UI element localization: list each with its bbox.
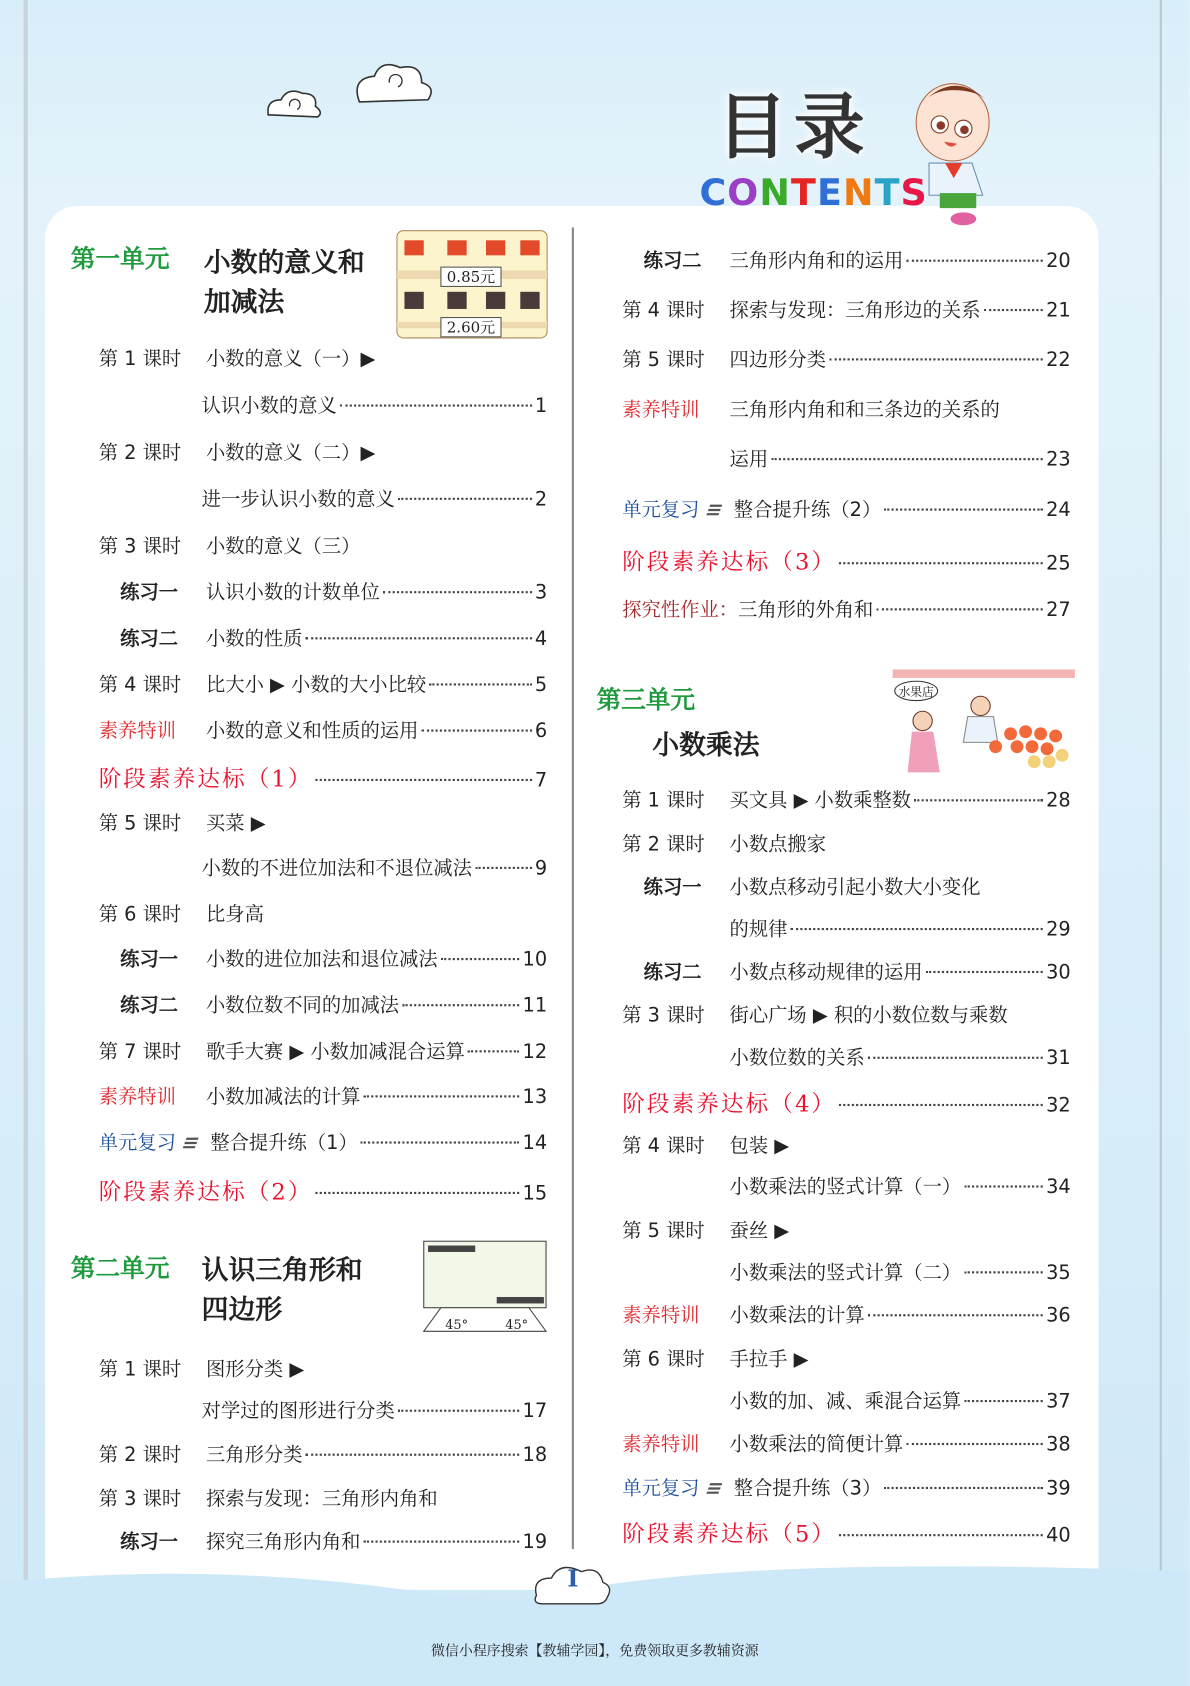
toc-entry[interactable] xyxy=(730,444,1071,476)
toc-entry-title: 比身高 xyxy=(205,903,264,926)
toc-entry[interactable] xyxy=(730,1043,1071,1075)
cloud-decoration-icon xyxy=(263,59,445,123)
toc-entry-title: 包装 ▶ xyxy=(729,1135,790,1158)
toc-entry-label: 单元复习 xyxy=(622,498,700,522)
toc-entry[interactable] xyxy=(120,1527,547,1559)
dot-leader xyxy=(964,1185,1042,1187)
price-label: 0.85元 xyxy=(446,268,496,287)
toc-entry-label: 第 1 课时 xyxy=(98,347,182,371)
toc-entry-title: 小数的不进位加法和不退位减法 xyxy=(201,857,473,880)
dot-leader xyxy=(398,498,532,500)
dot-leader xyxy=(340,404,532,406)
toc-entry[interactable] xyxy=(622,1131,789,1163)
subtitle-letter: E xyxy=(816,171,843,215)
dot-leader xyxy=(771,458,1043,460)
dot-leader xyxy=(884,1487,1042,1489)
toc-entry-title: 小数的进位加法和退位减法 xyxy=(205,948,438,971)
toc-entry[interactable] xyxy=(622,829,826,861)
toc-entry-title: 小数的性质 xyxy=(205,627,303,651)
dot-leader xyxy=(914,799,1043,801)
dot-leader xyxy=(422,730,532,732)
dot-leader xyxy=(364,1095,520,1097)
toc-entry-label: 单元复习 xyxy=(98,1131,176,1155)
toc-entry[interactable] xyxy=(622,1000,1007,1032)
dot-leader xyxy=(475,867,531,869)
toc-entry-title: 小数点搬家 xyxy=(729,833,827,857)
toc-entry-page: 3 xyxy=(534,581,548,604)
toc-entry[interactable] xyxy=(622,1429,1070,1461)
dot-leader xyxy=(926,971,1043,973)
toc-entry-label: 阶段素养达标（2） xyxy=(98,1179,313,1205)
toc-entry[interactable] xyxy=(730,914,1071,946)
toc-entry[interactable] xyxy=(99,1176,547,1208)
dot-leader xyxy=(361,1141,519,1143)
page-title: 目录 xyxy=(716,85,872,169)
dot-leader xyxy=(316,1192,520,1194)
page-edge xyxy=(24,0,28,1686)
toc-entry[interactable] xyxy=(730,1171,1071,1203)
toc-entry[interactable] xyxy=(120,990,547,1022)
unit-3-tag: 第三单元 xyxy=(596,686,696,715)
toc-entry-page: 6 xyxy=(534,719,548,743)
toc-entry-page: 15 xyxy=(522,1182,548,1205)
toc-entry-title: 探索与发现：三角形内角和 xyxy=(205,1487,438,1511)
toc-entry[interactable] xyxy=(99,716,547,748)
toc-entry[interactable] xyxy=(622,1344,808,1376)
toc-entry-title: 小数的意义（二）▶ xyxy=(205,441,376,465)
toc-entry-page: 38 xyxy=(1046,1433,1071,1456)
dot-leader xyxy=(876,608,1042,610)
toc-entry-title: 图形分类 ▶ xyxy=(205,1358,305,1381)
toc-entry-label: 第 5 课时 xyxy=(98,812,182,835)
toc-entry-title: 整合提升练（3） xyxy=(733,1477,882,1500)
toc-entry[interactable] xyxy=(730,1386,1071,1418)
toc-entry[interactable] xyxy=(99,808,266,840)
toc-entry[interactable] xyxy=(202,390,547,422)
toc-entry-label: 第 2 课时 xyxy=(98,441,182,465)
page-number: I xyxy=(567,1565,579,1594)
toc-entry-title: 小数位数的关系 xyxy=(729,1047,865,1070)
toc-entry-title: 三角形的外角和 xyxy=(738,598,874,622)
toc-entry-label: 练习二 xyxy=(120,627,179,651)
column-divider xyxy=(572,227,574,1549)
toc-entry-page: 4 xyxy=(534,627,548,651)
fruit-shop-illustration xyxy=(893,669,1075,774)
dot-leader xyxy=(791,928,1043,930)
toc-entry-page: 25 xyxy=(1046,552,1071,576)
toc-entry-title: 小数的意义（三） xyxy=(205,535,361,558)
toc-entry-title: 蚕丝 ▶ xyxy=(729,1219,790,1243)
toc-entry-title: 的规律 xyxy=(729,918,788,941)
toc-entry[interactable] xyxy=(622,495,1070,527)
toc-entry-label: 第 6 课时 xyxy=(622,1348,705,1372)
dot-leader xyxy=(402,1004,519,1006)
review-arrow-icon: ≡ xyxy=(701,498,727,522)
toc-entry-page: 40 xyxy=(1046,1524,1071,1547)
toc-entry-label: 第 4 课时 xyxy=(622,299,705,322)
dot-leader xyxy=(364,1541,520,1543)
toc-entry-label: 练习一 xyxy=(120,948,179,971)
subtitle-letter: T xyxy=(874,171,901,215)
toc-entry-label: 第 2 课时 xyxy=(98,1443,182,1467)
toc-entry-page: 22 xyxy=(1046,348,1071,372)
toc-entry-label: 第 6 课时 xyxy=(98,903,182,926)
toc-entry[interactable] xyxy=(99,343,376,375)
toc-entry-page: 36 xyxy=(1046,1304,1071,1328)
toc-entry-title: 小数乘法的竖式计算（一） xyxy=(729,1175,962,1199)
toc-entry-label: 素养特训 xyxy=(98,1085,176,1109)
toc-entry-label: 练习一 xyxy=(643,876,702,900)
toc-entry-page: 10 xyxy=(522,948,548,971)
toc-entry-page: 1 xyxy=(534,394,548,418)
toc-entry[interactable] xyxy=(99,763,547,795)
toc-entry-page: 28 xyxy=(1046,789,1071,813)
toc-entry-page: 12 xyxy=(522,1040,548,1064)
toc-entry-page: 37 xyxy=(1046,1390,1071,1413)
toc-entry-label: 第 4 课时 xyxy=(622,1135,705,1158)
subtitle-letter: O xyxy=(727,171,760,215)
footer-promo-text: 微信小程序搜索【教辅学园】，免费领取更多教辅资源 xyxy=(430,1643,759,1660)
review-arrow-icon: ≡ xyxy=(178,1131,203,1155)
toc-entry-label: 探究性作业： xyxy=(622,598,739,622)
toc-entry-title: 四边形分类 xyxy=(729,348,827,372)
toc-entry-label: 素养特训 xyxy=(622,399,700,422)
toc-entry-page: 29 xyxy=(1046,918,1071,941)
toc-entry-label: 第 2 课时 xyxy=(622,833,705,857)
toc-entry-title: 三角形内角和的运用 xyxy=(729,249,904,273)
dot-leader xyxy=(829,358,1043,360)
toc-entry[interactable] xyxy=(622,1473,1070,1505)
subtitle-letter: N xyxy=(759,171,792,215)
toc-entry-page: 20 xyxy=(1046,249,1071,273)
toc-entry-page: 7 xyxy=(534,769,548,792)
unit-title-line: 加减法 xyxy=(203,286,285,318)
toc-entry-page: 5 xyxy=(534,673,548,697)
toc-entry-title: 买文具 ▶ 小数乘整数 xyxy=(729,789,912,813)
toc-entry-page: 39 xyxy=(1046,1477,1071,1500)
toc-entry[interactable] xyxy=(99,438,376,470)
unit-3-title xyxy=(652,725,759,765)
toc-entry-label: 素养特训 xyxy=(622,1304,700,1328)
toc-entry-title: 买菜 ▶ xyxy=(205,812,266,835)
dot-leader xyxy=(984,309,1043,311)
angle-label: 45° xyxy=(505,1318,529,1334)
toc-entry-page: 17 xyxy=(522,1400,548,1423)
subtitle-letter: N xyxy=(842,171,875,215)
toc-entry-title: 歌手大赛 ▶ 小数加减混合运算 xyxy=(205,1040,465,1064)
toc-entry-title: 整合提升练（2） xyxy=(733,498,882,522)
price-label: 2.60元 xyxy=(446,318,496,337)
price-shelf-illustration xyxy=(396,230,548,339)
dot-leader xyxy=(868,1314,1043,1316)
toc-entry[interactable] xyxy=(622,344,1070,376)
toc-entry-title: 小数的意义（一）▶ xyxy=(205,347,376,371)
unit-title-line: 小数的意义和 xyxy=(203,246,365,278)
dot-leader xyxy=(441,958,519,960)
toc-entry[interactable] xyxy=(622,1088,1070,1120)
dot-leader xyxy=(429,683,531,685)
toc-entry-title: 运用 xyxy=(729,448,769,471)
cartoon-boy-illustration xyxy=(897,77,1004,227)
toc-entry-label: 素养特训 xyxy=(622,1433,700,1456)
unit-1-tag: 第一单元 xyxy=(70,245,170,274)
toc-entry[interactable] xyxy=(99,669,547,701)
toc-entry-label: 阶段素养达标（1） xyxy=(98,765,313,792)
toc-entry-label: 第 3 课时 xyxy=(98,1487,182,1511)
dot-leader xyxy=(884,509,1042,511)
dot-leader xyxy=(316,779,532,781)
toc-entry[interactable] xyxy=(622,295,1070,327)
unit-1-title xyxy=(204,242,365,321)
unit-title-line: 小数乘法 xyxy=(652,729,760,761)
toc-entry-page: 21 xyxy=(1046,299,1071,322)
angle-label: 45° xyxy=(445,1318,469,1334)
toc-entry[interactable] xyxy=(99,1081,547,1113)
toc-entry-page: 24 xyxy=(1046,498,1071,522)
toc-entry-title: 街心广场 ▶ 积的小数位数与乘数 xyxy=(729,1004,1008,1027)
toc-entry-title: 比大小 ▶ 小数的大小比较 xyxy=(205,673,427,697)
toc-entry-label: 练习一 xyxy=(120,1530,179,1554)
set-square-illustration xyxy=(422,1239,551,1336)
toc-entry[interactable] xyxy=(622,395,1000,427)
toc-entry-label: 第 1 课时 xyxy=(622,789,705,813)
toc-entry[interactable] xyxy=(99,1036,547,1068)
toc-entry-label: 阶段素养达标（4） xyxy=(622,1091,837,1117)
toc-entry-label: 练习二 xyxy=(120,994,179,1018)
toc-entry[interactable] xyxy=(730,1257,1071,1289)
dot-leader xyxy=(964,1271,1042,1273)
unit-title-line: 认识三角形和 xyxy=(201,1254,363,1286)
toc-entry-label: 第 7 课时 xyxy=(98,1040,182,1064)
toc-entry-page: 14 xyxy=(522,1131,548,1155)
toc-entry-page: 31 xyxy=(1046,1047,1071,1070)
toc-entry-label: 第 4 课时 xyxy=(98,673,182,697)
toc-entry-page: 34 xyxy=(1046,1175,1071,1199)
toc-entry-title: 三角形内角和和三条边的关系的 xyxy=(729,399,1000,422)
dot-leader xyxy=(306,637,532,639)
toc-entry-label: 第 1 课时 xyxy=(98,1358,182,1381)
toc-entry-page: 23 xyxy=(1046,448,1071,471)
toc-entry[interactable] xyxy=(99,1354,305,1386)
unit-title-line: 四边形 xyxy=(201,1293,283,1325)
toc-entry[interactable] xyxy=(622,1215,789,1247)
unit-2-title xyxy=(202,1250,363,1329)
toc-entry-title: 手拉手 ▶ xyxy=(729,1348,809,1372)
toc-entry-label: 第 5 课时 xyxy=(622,1219,705,1243)
toc-entry[interactable] xyxy=(120,623,547,655)
toc-entry-label: 练习一 xyxy=(120,581,179,604)
dot-leader xyxy=(383,591,532,593)
toc-entry[interactable] xyxy=(622,1300,1070,1332)
page-subtitle xyxy=(699,171,928,215)
toc-entry[interactable] xyxy=(99,1484,438,1516)
shop-sign: 水果店 xyxy=(898,685,934,700)
toc-entry-label: 练习二 xyxy=(643,961,702,984)
toc-entry-title: 小数点移动引起小数大小变化 xyxy=(729,876,981,900)
dot-leader xyxy=(964,1400,1042,1402)
dot-leader xyxy=(398,1410,519,1412)
toc-entry-page: 19 xyxy=(522,1530,548,1554)
toc-entry-label: 第 3 课时 xyxy=(98,535,182,558)
toc-entry-page: 13 xyxy=(522,1085,548,1109)
dot-leader xyxy=(907,260,1043,262)
toc-entry-title: 小数的意义和性质的运用 xyxy=(205,719,419,743)
dot-leader xyxy=(839,562,1043,564)
toc-entry[interactable] xyxy=(644,246,1071,278)
toc-entry[interactable] xyxy=(622,594,1070,626)
toc-entry[interactable] xyxy=(644,872,981,904)
unit-2-tag: 第二单元 xyxy=(70,1255,170,1284)
toc-entry[interactable] xyxy=(99,1440,547,1472)
toc-entry-page: 11 xyxy=(522,994,548,1018)
dot-leader xyxy=(839,1104,1043,1106)
toc-entry-page: 35 xyxy=(1046,1261,1071,1285)
toc-entry-title: 认识小数的意义 xyxy=(201,394,337,418)
review-arrow-icon: ≡ xyxy=(701,1477,727,1500)
toc-entry-title: 小数位数不同的加减法 xyxy=(205,994,400,1018)
toc-entry-page: 30 xyxy=(1046,961,1071,984)
toc-entry[interactable] xyxy=(202,853,547,885)
toc-entry-title: 对学过的图形进行分类 xyxy=(201,1400,395,1423)
page-edge-right xyxy=(1160,0,1162,1686)
toc-entry-title: 小数的加、减、乘混合运算 xyxy=(729,1390,962,1413)
toc-entry-page: 9 xyxy=(534,857,548,880)
dot-leader xyxy=(839,1534,1043,1536)
toc-entry-page: 2 xyxy=(534,488,548,511)
toc-entry[interactable] xyxy=(202,484,547,516)
toc-entry-title: 探索与发现：三角形边的关系 xyxy=(729,299,981,322)
toc-entry[interactable] xyxy=(99,1128,547,1160)
toc-entry-title: 小数乘法的竖式计算（二） xyxy=(729,1261,962,1285)
dot-leader xyxy=(868,1057,1043,1059)
toc-entry[interactable] xyxy=(622,1518,1070,1550)
toc-entry-label: 第 3 课时 xyxy=(622,1004,705,1027)
toc-entry[interactable] xyxy=(120,577,547,609)
toc-entry-label: 单元复习 xyxy=(622,1477,700,1500)
toc-entry-title: 小数乘法的简便计算 xyxy=(729,1433,904,1456)
toc-entry[interactable] xyxy=(202,1396,547,1428)
toc-entry-label: 阶段素养达标（3） xyxy=(622,549,837,576)
dot-leader xyxy=(907,1443,1043,1445)
toc-entry-label: 素养特训 xyxy=(98,719,176,743)
toc-entry-page: 32 xyxy=(1046,1094,1071,1117)
toc-entry[interactable] xyxy=(120,944,547,976)
toc-entry-title: 三角形分类 xyxy=(205,1443,303,1467)
toc-entry-title: 探究三角形内角和 xyxy=(205,1530,361,1554)
toc-entry[interactable] xyxy=(99,531,361,563)
toc-entry-title: 进一步认识小数的意义 xyxy=(201,488,395,511)
toc-entry-title: 小数加减法的计算 xyxy=(205,1085,361,1109)
toc-entry[interactable] xyxy=(99,899,264,931)
toc-entry[interactable] xyxy=(622,785,1070,817)
toc-entry-page: 27 xyxy=(1046,598,1071,622)
dot-leader xyxy=(306,1454,520,1456)
toc-entry-title: 整合提升练（1） xyxy=(210,1131,358,1155)
toc-entry-title: 认识小数的计数单位 xyxy=(205,581,380,604)
subtitle-letter: S xyxy=(900,171,928,215)
toc-entry-title: 小数点移动规律的运用 xyxy=(729,961,923,984)
toc-entry-label: 练习二 xyxy=(643,249,702,273)
subtitle-letter: C xyxy=(699,171,728,215)
toc-entry-label: 第 5 课时 xyxy=(622,348,705,372)
dot-leader xyxy=(468,1050,519,1052)
toc-entry-title: 小数乘法的计算 xyxy=(729,1304,865,1328)
toc-entry-label: 阶段素养达标（5） xyxy=(622,1521,837,1547)
toc-entry-page: 18 xyxy=(522,1443,548,1467)
toc-entry[interactable] xyxy=(644,957,1071,989)
subtitle-letter: T xyxy=(791,171,817,215)
toc-entry[interactable] xyxy=(622,546,1070,578)
